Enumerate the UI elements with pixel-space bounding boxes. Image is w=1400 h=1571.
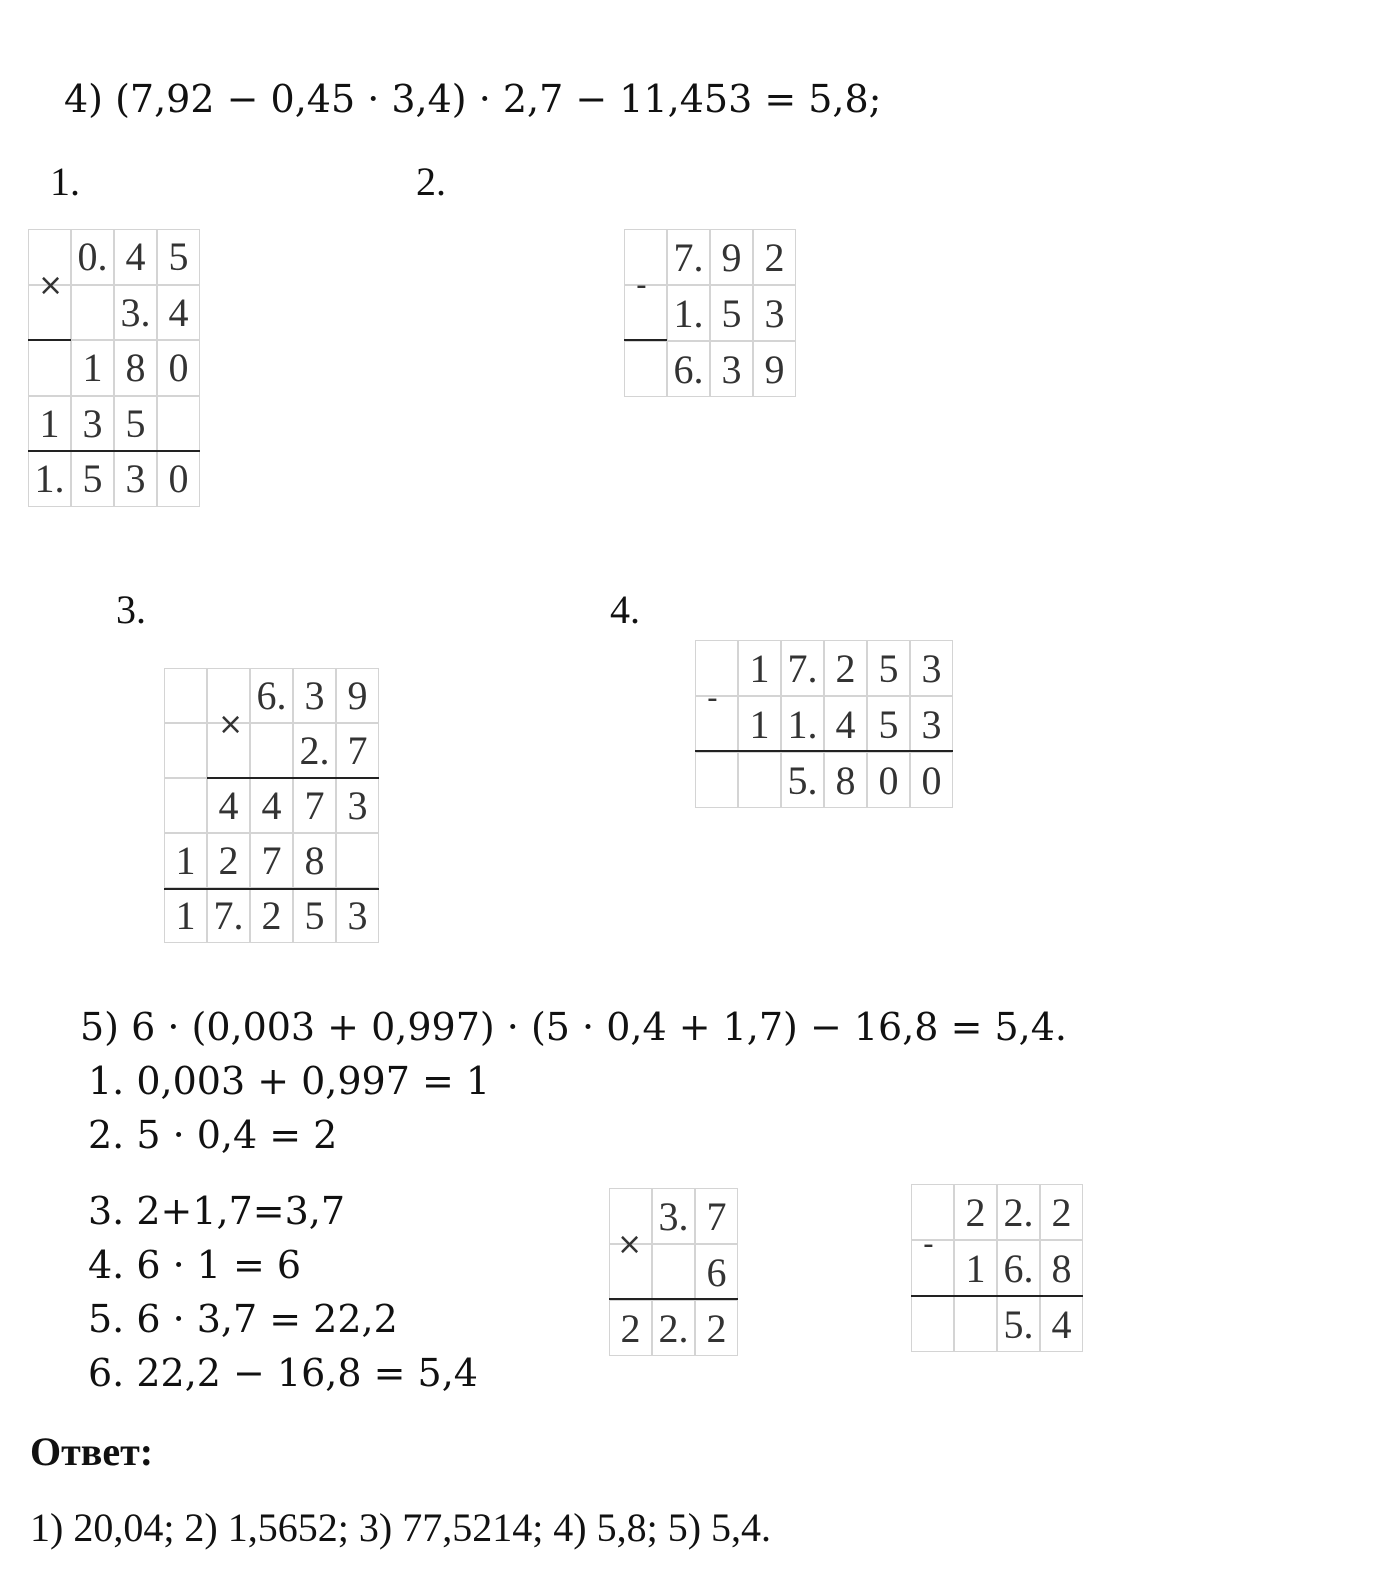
grid-cell: 3 <box>336 778 379 833</box>
grid-cell: 9 <box>710 229 753 285</box>
grid-cell: 7 <box>336 723 379 778</box>
grid-cell: 0 <box>157 340 200 396</box>
result-line <box>609 1298 738 1300</box>
grid-cell: 4 <box>207 778 250 833</box>
grid-cell: 4 <box>1040 1296 1083 1352</box>
grid-cell: 2 <box>954 1184 997 1240</box>
grid-cell: 3 <box>710 341 753 397</box>
result-line <box>28 450 200 452</box>
step-label-2: 2. <box>416 159 446 204</box>
grid-cell: 2 <box>609 1300 652 1356</box>
grid-cell: 2. <box>997 1184 1040 1240</box>
problem5-step-1: 1. 0,003 + 0,997 = 1 <box>88 1059 491 1103</box>
grid-cell <box>250 723 293 778</box>
grid-cell: 1 <box>164 833 207 888</box>
grid-cell: 7 <box>293 778 336 833</box>
grid-cell: 4 <box>250 778 293 833</box>
grid-cell: 7. <box>781 640 824 696</box>
multiplication-grid-3 <box>164 668 379 943</box>
grid-cell: 3 <box>293 668 336 723</box>
grid-cell <box>336 833 379 888</box>
subtraction-grid-4 <box>695 640 953 808</box>
grid-cell: 3 <box>753 285 796 341</box>
grid-cell: 6. <box>997 1240 1040 1296</box>
grid-cell: 5 <box>71 451 114 507</box>
problem5-step-5: 5. 6 · 3,7 = 22,2 <box>88 1297 398 1341</box>
problem5-step-4: 4. 6 · 1 = 6 <box>88 1243 302 1287</box>
grid-cell: 1 <box>71 340 114 396</box>
grid-cell: 5 <box>293 888 336 943</box>
grid-cell: 3 <box>114 451 157 507</box>
grid-cell: 5 <box>867 640 910 696</box>
answer-line: 1) 20,04; 2) 1,5652; 3) 77,5214; 4) 5,8; 5) 5,4. <box>30 1505 772 1550</box>
minus-sign: - <box>636 268 647 303</box>
grid-cell: 5 <box>710 285 753 341</box>
grid-cell: 3 <box>910 640 953 696</box>
grid-cell: 1 <box>738 640 781 696</box>
problem5-step-2: 2. 5 · 0,4 = 2 <box>88 1113 338 1157</box>
grid-cell: 3 <box>71 396 114 452</box>
problem5-step-3: 3. 2+1,7=3,7 <box>88 1189 346 1233</box>
multiply-sign: × <box>617 1227 643 1262</box>
grid-cell: 3. <box>652 1188 695 1244</box>
grid-cell: 6. <box>667 341 710 397</box>
grid-cell: 6 <box>695 1244 738 1300</box>
grid-cell: 0 <box>157 451 200 507</box>
result-line <box>207 777 379 779</box>
problem5-equation: 5) 6 · (0,003 + 0,997) · (5 · 0,4 + 1,7) − 16,8 = 5,4. <box>80 1005 1067 1049</box>
minus-sign: - <box>707 681 718 716</box>
subtraction-grid-2 <box>624 229 796 397</box>
grid-cell <box>695 752 738 808</box>
grid-cell: 0. <box>71 229 114 285</box>
grid-cell: 5. <box>997 1296 1040 1352</box>
grid-cell: 1. <box>667 285 710 341</box>
problem5-step-6: 6. 22,2 − 16,8 = 5,4 <box>88 1351 478 1395</box>
grid-cell: 2 <box>250 888 293 943</box>
grid-cell <box>164 778 207 833</box>
grid-cell: 7. <box>207 888 250 943</box>
minus-sign: - <box>923 1227 934 1262</box>
result-line <box>164 888 379 890</box>
answer-title: Ответ: <box>30 1429 154 1474</box>
grid-cell <box>164 668 207 723</box>
grid-cell <box>28 340 71 396</box>
grid-cell: 4 <box>157 285 200 341</box>
multiply-sign: × <box>38 268 64 303</box>
grid-cell: 5 <box>114 396 157 452</box>
result-line <box>695 750 953 752</box>
grid-cell: 1 <box>954 1240 997 1296</box>
grid-cell <box>157 396 200 452</box>
grid-cell: 7. <box>667 229 710 285</box>
result-line <box>28 339 71 341</box>
grid-cell: 1. <box>28 451 71 507</box>
grid-cell: 8 <box>1040 1240 1083 1296</box>
grid-cell: 7 <box>250 833 293 888</box>
grid-cell: 5 <box>157 229 200 285</box>
grid-cell: 6. <box>250 668 293 723</box>
grid-cell <box>738 752 781 808</box>
multiplication-grid-5 <box>609 1188 738 1356</box>
grid-cell: 1 <box>164 888 207 943</box>
grid-cell: 4 <box>824 696 867 752</box>
grid-cell: 8 <box>824 752 867 808</box>
grid-cell: 2 <box>207 833 250 888</box>
grid-cell: 8 <box>114 340 157 396</box>
grid-cell: 3. <box>114 285 157 341</box>
grid-cell: 2. <box>652 1300 695 1356</box>
grid-cell: 2. <box>293 723 336 778</box>
grid-cell <box>911 1296 954 1352</box>
grid-cell: 5 <box>867 696 910 752</box>
grid-cell <box>71 285 114 341</box>
grid-cell: 3 <box>910 696 953 752</box>
grid-cell: 4 <box>114 229 157 285</box>
grid-cell: 3 <box>336 888 379 943</box>
grid-cell <box>652 1244 695 1300</box>
grid-cell <box>954 1296 997 1352</box>
result-line <box>624 339 667 341</box>
problem4-equation: 4) (7,92 − 0,45 · 3,4) · 2,7 − 11,453 = 5,8; <box>64 77 882 121</box>
grid-cell: 0 <box>867 752 910 808</box>
step-label-4: 4. <box>610 587 640 632</box>
grid-cell: 5. <box>781 752 824 808</box>
step-label-3: 3. <box>116 587 146 632</box>
grid-cell: 7 <box>695 1188 738 1244</box>
result-line <box>911 1295 1083 1297</box>
grid-cell: 1 <box>738 696 781 752</box>
grid-cell <box>164 723 207 778</box>
grid-cell: 2 <box>824 640 867 696</box>
grid-cell: 1. <box>781 696 824 752</box>
multiplication-grid-1 <box>28 229 200 507</box>
grid-cell: 9 <box>753 341 796 397</box>
grid-cell: 9 <box>336 668 379 723</box>
grid-cell: 1 <box>28 396 71 452</box>
grid-cell: 0 <box>910 752 953 808</box>
step-label-1: 1. <box>50 159 80 204</box>
grid-cell: 8 <box>293 833 336 888</box>
subtraction-grid-6 <box>911 1184 1083 1352</box>
grid-cell: 2 <box>753 229 796 285</box>
grid-cell: 2 <box>1040 1184 1083 1240</box>
grid-cell: 2 <box>695 1300 738 1356</box>
grid-cell <box>624 341 667 397</box>
multiply-sign: × <box>218 707 244 742</box>
